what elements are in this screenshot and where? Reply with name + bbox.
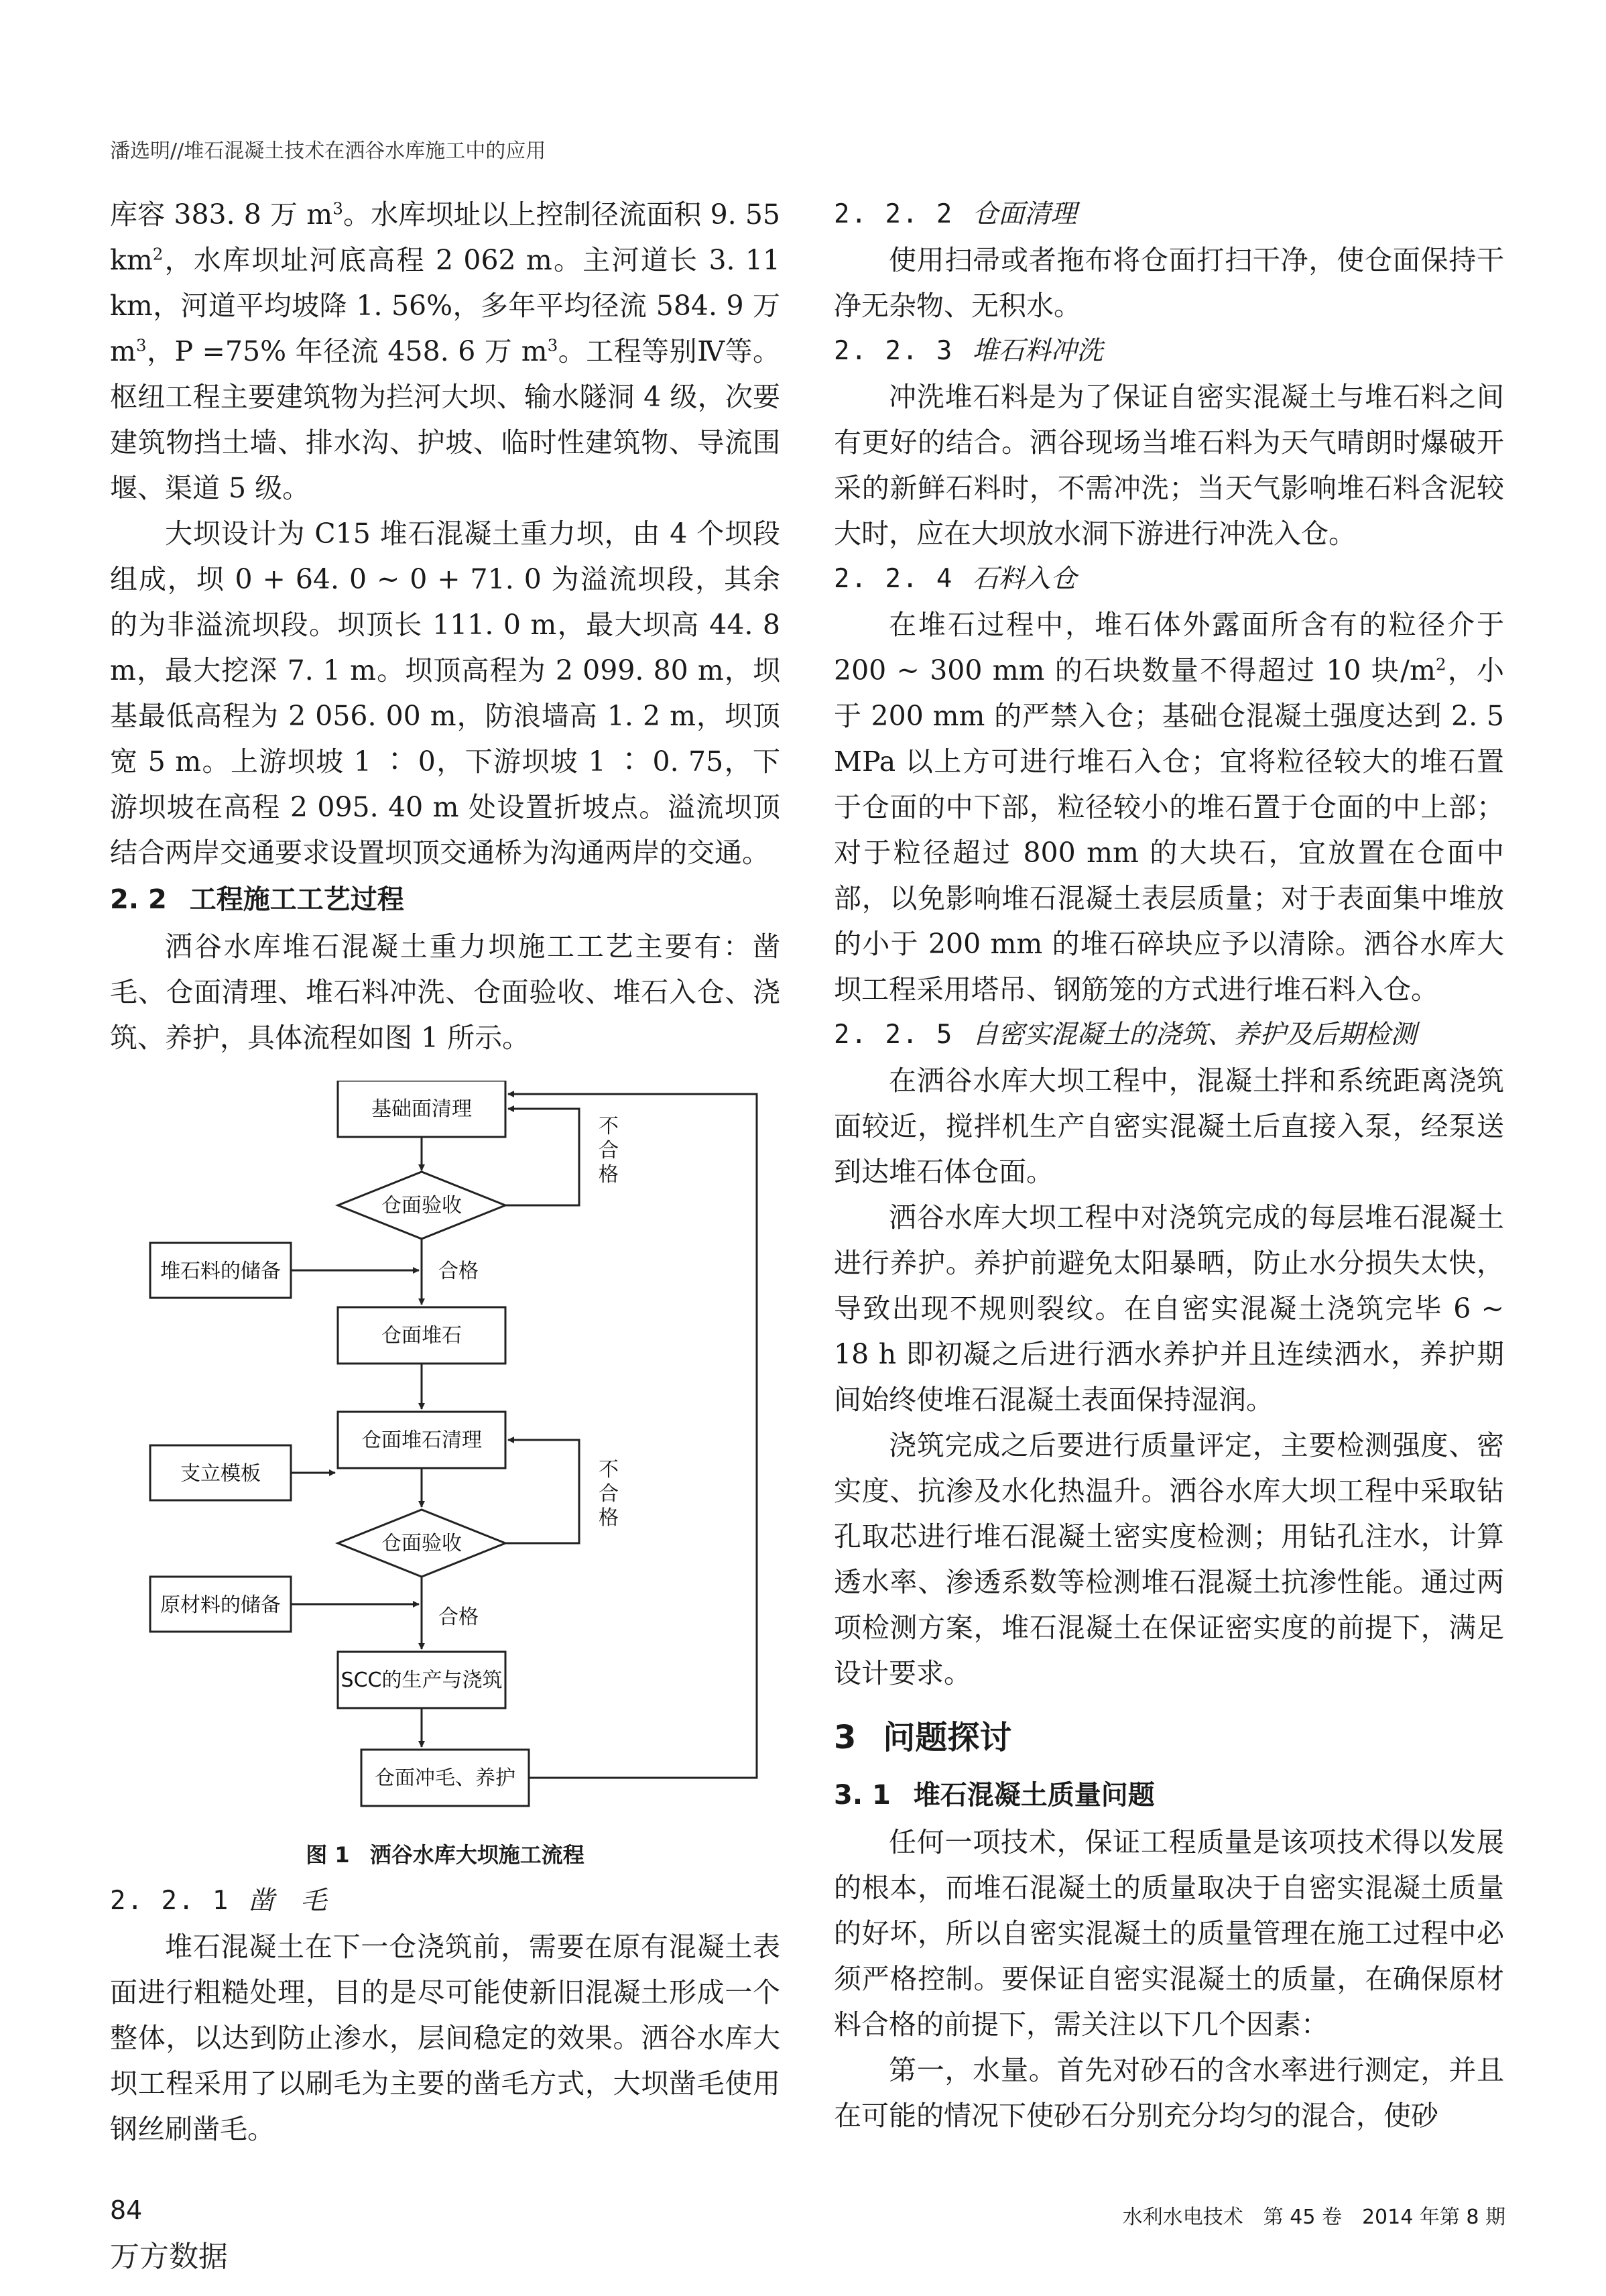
subsection-heading: 2. 2. 4 石料入仓 — [834, 564, 1077, 594]
paragraph: 洒谷水库大坝工程中对浇筑完成的每层堆石混凝土进行养护。养护前避免太阳暴晒，防止水分损失太快，导致出现不规则裂纹。在自密实混凝土浇筑完毕 6 ~ 18 h 即初凝之后进行洒水养护并且连续洒水，养护期间始终使堆石混凝土表面保持湿润。 — [834, 1201, 1504, 1416]
node-label: SCC的生产与浇筑 — [341, 1669, 503, 1692]
pass-label: 合格 — [438, 1260, 479, 1283]
node-label: 仓面验收 — [381, 1532, 462, 1555]
running-head: 潘选明//堆石混凝土技术在洒谷水库施工中的应用 — [110, 139, 546, 163]
paragraph: 任何一项技术，保证工程质量是该项技术得以发展的根本，而堆石混凝土的质量取决于自密实混凝土质量的好坏，所以自密实混凝土的质量管理在施工过程中必须严格控制。要保证自密实混凝土的质量，在确保原材料合格的前提下，需关注以下几个因素： — [834, 1826, 1504, 2041]
side-label: 堆石料的储备 — [160, 1260, 281, 1283]
node-label: 基础面清理 — [371, 1097, 472, 1121]
subsection-heading: 2. 2. 2 仓面清理 — [834, 199, 1077, 229]
section-heading: 3. 1 堆石混凝土质量问题 — [834, 1780, 1155, 1811]
fail-label: 格 — [599, 1506, 619, 1530]
node-label: 仓面堆石清理 — [361, 1429, 482, 1452]
left-column — [110, 192, 780, 2152]
paragraph: 在洒谷水库大坝工程中，混凝土拌和系统距离浇筑面较近，搅拌机生产自密实混凝土后直接入泵，经泵送到达堆石体仓面。 — [834, 1065, 1504, 1188]
page-number: 84 — [110, 2195, 143, 2225]
paragraph: 洒谷水库堆石混凝土重力坝施工工艺主要有：凿毛、仓面清理、堆石料冲洗、仓面验收、堆石入仓、浇筑、养护，具体流程如图 1 所示。 — [110, 930, 780, 1054]
node-label: 仓面堆石 — [381, 1324, 462, 1347]
watermark: 万方数据 — [110, 2240, 228, 2274]
paragraph: 第一，水量。首先对砂石的含水率进行测定，并且在可能的情况下使砂石分别充分均匀的混合，使砂 — [834, 2054, 1504, 2132]
journal-info: 水利水电技术 第 45 卷 2014 年第 8 期 — [1122, 2206, 1505, 2229]
node-label: 仓面冲毛、养护 — [375, 1766, 515, 1790]
section-heading: 2. 2 工程施工工艺过程 — [110, 884, 404, 915]
subsection-heading: 2. 2. 5 自密实混凝土的浇筑、养护及后期检测 — [834, 1020, 1417, 1050]
figure-caption: 图 1 洒谷水库大坝施工流程 — [306, 1842, 584, 1868]
pass-label: 合格 — [438, 1606, 479, 1629]
subsection-heading: 2. 2. 1 凿 毛 — [110, 1886, 327, 1916]
paragraph: 堆石混凝土在下一仓浇筑前，需要在原有混凝土表面进行粗糙处理，目的是尽可能使新旧混凝土形成一个整体，以达到防止渗水，层间稳定的效果。洒谷水库大坝工程采用了以刷毛为主要的凿毛方式，大坝凿毛使用钢丝刷凿毛。 — [110, 1931, 780, 2145]
subsection-heading: 2. 2. 3 堆石料冲洗 — [834, 336, 1103, 366]
paragraph: 浇筑完成之后要进行质量评定，主要检测强度、密实度、抗渗及水化热温升。洒谷水库大坝工程中采取钻孔取芯进行堆石混凝土密实度检测；用钻孔注水，计算透水率、渗透系数等检测堆石混凝土抗渗性能。通过两项检测方案，堆石混凝土在保证密实度的前提下，满足设计要求。 — [834, 1429, 1504, 1689]
side-label: 原材料的储备 — [160, 1593, 281, 1617]
flowchart — [110, 1081, 780, 1825]
paragraph: 库容 383. 8 万 $m^3$。水库坝址以上控制径流面积 9. 55 $km^2$，水库坝址河底高程 2 062 m。主河道长 3. 11 km，河道平均坡降 1. 56%，多年平均径流 584. 9 万 $m^3$，P =75% 年径流 458. 6 万 $m^3$。工程等别Ⅳ等。枢纽工程主要建筑物为拦河大坝、输水隧洞 4 级，次要建筑物挡土墙、排水沟、护坡、临时性建筑物、导流围堰、渠道 5 级。 — [110, 198, 781, 504]
node-label: 仓面验收 — [381, 1194, 462, 1217]
paragraph: 大坝设计为 C15 堆石混凝土重力坝，由 4 个坝段组成，坝 0 + 64. 0 ~ 0 + 71. 0 为溢流坝段，其余的为非溢流坝段。坝顶长 111. 0 m，最大坝高 44. 8 m，最大挖深 7. 1 m。坝顶高程为 2 099. 80 m，坝基最低高程为 2 056. 00 m，防浪墙高 1. 2 m，坝顶宽 5 m。上游坝坡 1 ∶ 0，下游坝坡 1 ∶ 0. 75，下游坝坡在高程 2 095. 40 m 处设置折坡点。溢流坝顶结合两岸交通要求设置坝顶交通桥为沟通两岸的交通。 — [110, 518, 780, 869]
paragraph: 冲洗堆石料是为了保证自密实混凝土与堆石料之间有更好的结合。洒谷现场当堆石料为天气晴朗时爆破开采的新鲜石料时，不需冲洗；当天气影响堆石料含泥较大时，应在大坝放水洞下游进行冲洗入仓。 — [834, 381, 1504, 550]
paragraph: 在堆石过程中，堆石体外露面所含有的粒径介于 200 ~ 300 mm 的石块数量不得超过 10 块$/m^2$，小于 200 mm 的严禁入仓；基础仓混凝土强度达到 2. 5 MPa 以上方可进行堆石入仓；宜将粒径较大的堆石置于仓面的中下部，粒径较小的堆石置于仓面的中上部；对于粒径超过 800 mm 的大块石，宜放置在仓面中部，以免影响堆石混凝土表层质量；对于表面集中堆放的小于 200 mm 的堆石碎块应予以清除。洒谷水库大坝工程采用塔吊、钢筋笼的方式进行堆石料入仓。 — [834, 609, 1505, 1006]
fail-label: 不 — [599, 1115, 619, 1138]
paragraph: 使用扫帚或者拖布将仓面打扫干净，使仓面保持干净无杂物、无积水。 — [834, 244, 1504, 322]
fail-label: 合 — [599, 1139, 619, 1162]
fail-label: 不 — [599, 1458, 619, 1482]
section-heading: 3 问题探讨 — [834, 1719, 1012, 1756]
fail-label: 合 — [599, 1482, 619, 1506]
figure-1 — [110, 1081, 780, 1872]
side-label: 支立模板 — [180, 1462, 261, 1486]
right-column — [834, 192, 1504, 2138]
fail-label: 格 — [599, 1163, 619, 1187]
